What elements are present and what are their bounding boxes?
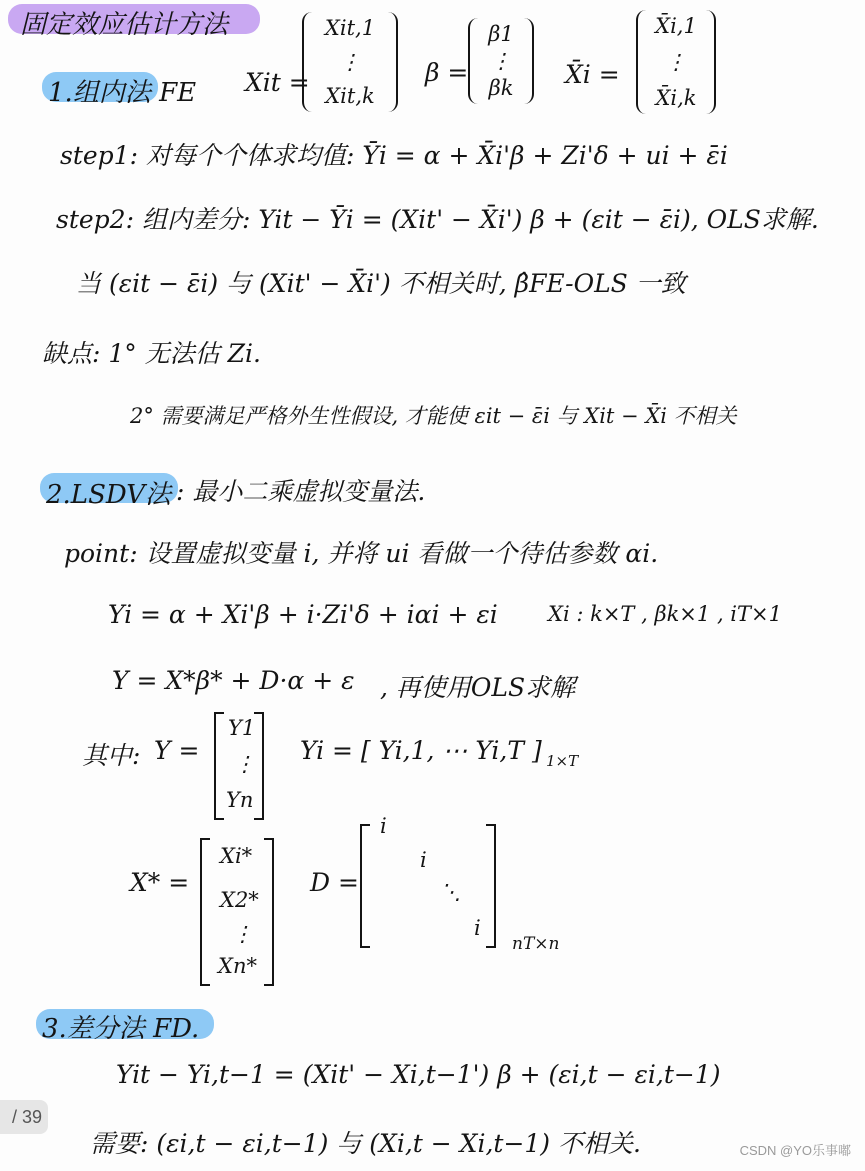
beta-row-2: ⋮: [490, 49, 512, 73]
d-diag-4: i: [474, 916, 481, 940]
lsdv-eq1-dims: Xi : k×T , βk×1 , iT×1: [548, 602, 782, 626]
page-title: 固定效应估计方法: [20, 10, 229, 40]
xstar-vector: [200, 838, 274, 986]
lsdv-eq2: Y = X*β* + D·α + ε: [112, 666, 355, 695]
xit-row-1: Xit,1: [324, 16, 376, 40]
sec2-heading: 2.LSDV法: [46, 480, 172, 510]
y-row-3: Yn: [226, 788, 254, 812]
beta-lhs: β =: [425, 58, 469, 87]
d-matrix: [360, 814, 496, 948]
sec3-heading: 3.差分法 FD.: [42, 1014, 200, 1044]
yi-dim: 1×T: [546, 752, 579, 770]
xit-row-3: Xit,k: [325, 84, 375, 108]
xit-row-2: ⋮: [339, 50, 361, 74]
drawback-2: 2° 需要满足严格外生性假设, 才能使 εit − ε̄i 与 Xit − X̄i 不相关: [130, 404, 737, 428]
sec2-heading-desc: : 最小二乘虚拟变量法.: [176, 477, 426, 506]
d-diag-1: i: [380, 814, 387, 838]
d-dim: nT×n: [512, 934, 560, 954]
xstar-row-4: Xn*: [218, 954, 257, 978]
d-diag-2: i: [420, 848, 427, 872]
fd-requirement: 需要: (εi,t − εi,t−1) 与 (Xi,t − Xi,t−1) 不相关.: [90, 1129, 641, 1158]
y-row-2: ⋮: [234, 752, 255, 776]
step1-text: step1: 对每个个体求均值: Ȳi = α + X̄i'β + Zi'δ + ui + ε̄i: [60, 141, 728, 170]
consistency-condition: 当 (εit − ε̄i) 与 (Xit' − X̄i') 不相关时, β̂FE-OLS 一致: [76, 269, 686, 298]
sec1-heading: 1.组内法 FE: [48, 78, 197, 108]
xstar-row-1: Xi*: [220, 844, 253, 868]
fd-equation: Yit − Yi,t−1 = (Xit' − Xi,t−1') β + (εi,t − εi,t−1): [116, 1060, 721, 1089]
xibar-row-2: ⋮: [665, 50, 687, 74]
xstar-row-2: X2*: [220, 888, 259, 912]
watermark: CSDN @YO乐事嘟: [739, 1143, 851, 1158]
drawback-1: 缺点: 1° 无法估 Zi.: [42, 339, 261, 368]
xibar-vector: [636, 10, 716, 114]
y-row-1: Y1: [228, 716, 256, 740]
beta-vector: [468, 18, 534, 104]
yi-row-vector: Yi = [ Yi,1, ⋯ Yi,T ]: [300, 736, 542, 765]
xit-vector: [302, 12, 398, 112]
where-label: 其中:: [82, 741, 141, 770]
y-lhs: Y =: [154, 736, 200, 765]
y-vector: [214, 712, 264, 820]
xibar-lhs: X̄i =: [565, 60, 620, 89]
d-diag-3: ⋱: [440, 880, 461, 904]
lsdv-eq2-note: , 再使用OLS求解: [380, 673, 576, 702]
xstar-row-3: ⋮: [232, 922, 253, 946]
d-lhs: D =: [310, 868, 359, 897]
xibar-row-3: X̄i,k: [655, 86, 697, 110]
lsdv-point: point: 设置虚拟变量 i, 并将 ui 看做一个待估参数 αi.: [64, 539, 659, 568]
step2-text: step2: 组内差分: Yit − Ȳi = (Xit' − X̄i') β + (εit − ε̄i), OLS求解.: [56, 205, 819, 234]
lsdv-eq1: Yi = α + Xi'β + i·Zi'δ + iαi + εi: [108, 600, 498, 629]
beta-row-1: β1: [488, 22, 514, 46]
beta-row-3: βk: [488, 76, 514, 100]
page-indicator[interactable]: / 39: [0, 1100, 48, 1134]
xstar-lhs: X* =: [130, 868, 190, 897]
xit-lhs: Xit =: [245, 68, 310, 97]
xibar-row-1: X̄i,1: [655, 14, 697, 38]
